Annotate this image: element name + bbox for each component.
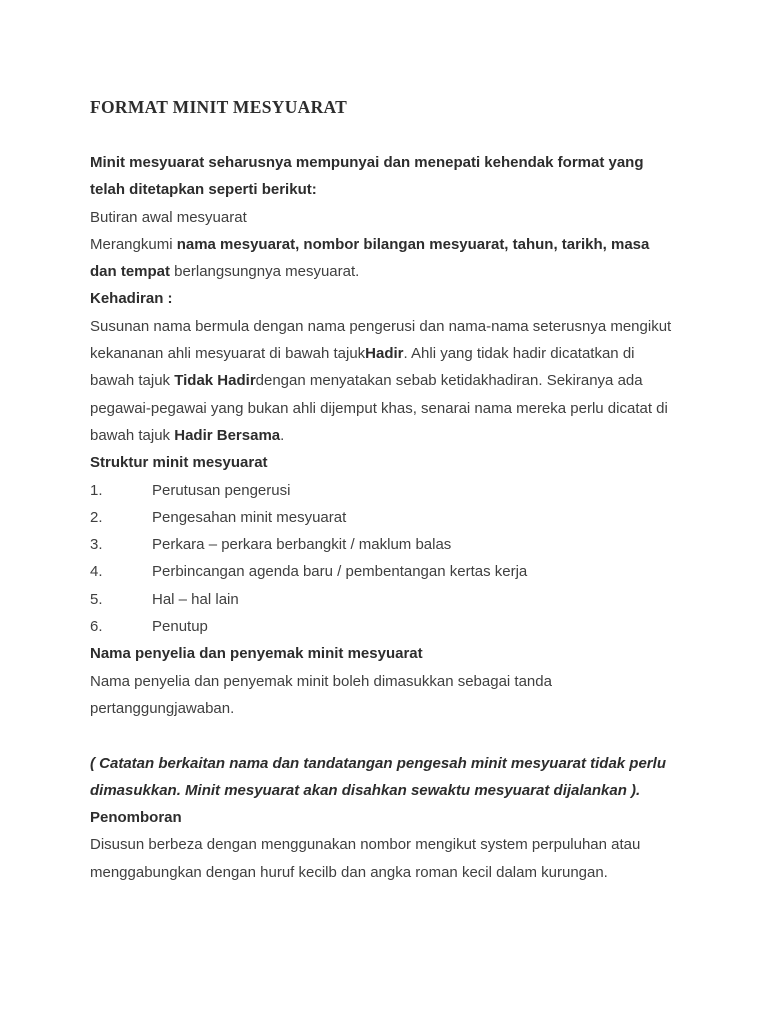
paragraph (90, 313, 735, 449)
text-run: dengan menyatakan sebab ketidakhadiran. Sekiranya ada (255, 372, 643, 390)
text-run: kekananan ahli mesyuarat di bawah tajuk (90, 345, 366, 363)
list-number: 5. (90, 590, 103, 608)
list-item (90, 586, 735, 613)
text-run: Perbincangan agenda baru / pembentangan kertas kerja (152, 563, 528, 581)
blank-line (90, 722, 735, 749)
text-run: Nama penyelia dan penyemak minit boleh dimasukkan sebagai tanda (90, 672, 552, 690)
list-item (90, 504, 735, 531)
paragraph (90, 750, 735, 805)
list-number: 1. (90, 481, 103, 499)
paragraph (90, 204, 735, 231)
text-run: Perutusan pengerusi (152, 481, 291, 499)
text-run: Merangkumi (90, 235, 177, 253)
text-run: Tidak Hadir (174, 372, 256, 390)
text-run: berlangsungnya mesyuarat. (170, 263, 360, 281)
text-run: Penomboran (90, 809, 182, 827)
list-item (90, 477, 735, 504)
paragraph (90, 804, 735, 831)
list-number: 4. (90, 563, 103, 581)
text-run: Hadir Bersama (174, 426, 281, 444)
text-run: Perkara – perkara berbangkit / maklum balas (152, 536, 452, 554)
text-run: . Ahli yang tidak hadir dicatatkan di (403, 345, 635, 363)
text-run: pegawai-pegawai yang bukan ahli dijemput khas, senarai nama mereka perlu dicatat di (90, 399, 668, 417)
text-run: ( Catatan berkaitan nama dan tandatangan pengesah minit mesyuarat tidak perlu (90, 754, 666, 772)
text-run: Disusun berbeza dengan menggunakan nombor mengikut system perpuluhan atau (90, 836, 641, 854)
list-item (90, 531, 735, 558)
list-item (90, 613, 735, 640)
paragraph (90, 640, 735, 667)
text-run: Penutup (152, 618, 208, 636)
text-run: Struktur minit mesyuarat (90, 454, 268, 472)
text-run: . (280, 426, 285, 444)
text-run: Hal – hal lain (152, 590, 239, 608)
text-run: Susunan nama bermula dengan nama pengerusi dan nama-nama seterusnya mengikut (90, 317, 672, 335)
text-run: pertanggungjawaban. (90, 699, 235, 717)
paragraph (90, 668, 735, 723)
list-number: 6. (90, 618, 103, 636)
text-run: Hadir (365, 345, 404, 363)
paragraph (90, 285, 735, 312)
document-title: FORMAT MINIT MESYUARAT (90, 97, 348, 117)
text-run: dan tempat (90, 263, 171, 281)
paragraph (90, 149, 735, 204)
list-number: 2. (90, 508, 103, 526)
text-run: Nama penyelia dan penyemak minit mesyuarat (90, 645, 423, 663)
text-run: Pengesahan minit mesyuarat (152, 508, 347, 526)
text-run: Minit mesyuarat seharusnya mempunyai dan menepati kehendak format yang (90, 154, 644, 171)
paragraph (90, 449, 735, 476)
text-run: bawah tajuk (90, 426, 175, 444)
text-run: telah ditetapkan seperti berikut: (90, 181, 317, 199)
paragraph (90, 831, 735, 886)
text-run: nama mesyuarat, nombor bilangan mesyuarat, tahun, tarikh, masa (176, 235, 650, 253)
paragraph (90, 231, 735, 286)
list-item (90, 558, 735, 585)
text-run: dimasukkan. Minit mesyuarat akan disahkan sewaktu mesyuarat dijalankan ). (90, 781, 641, 799)
text-run: Butiran awal mesyuarat (90, 208, 247, 226)
list-number: 3. (90, 536, 103, 554)
text-run: bawah tajuk (90, 372, 175, 390)
text-run: Kehadiran : (90, 290, 173, 308)
text-run: menggabungkan dengan huruf kecilb dan angka roman kecil dalam kurungan. (90, 863, 608, 881)
document-body (90, 149, 735, 886)
